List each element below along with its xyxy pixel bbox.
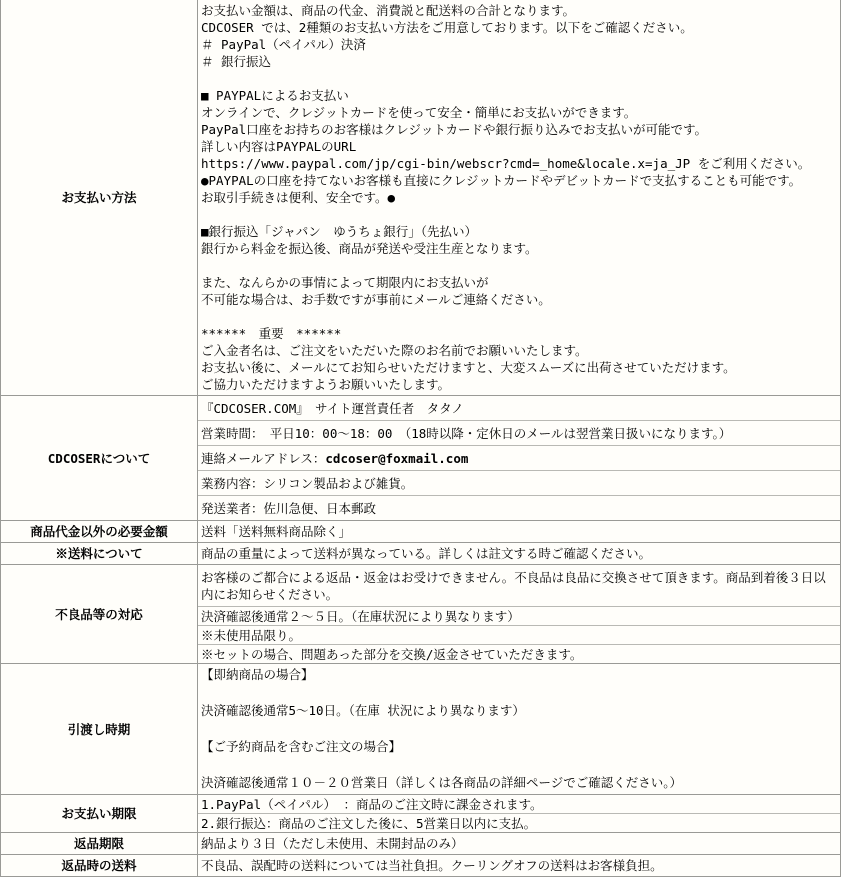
payment-method-label: お支払い方法 — [1, 0, 198, 395]
delivery-preorder-text: 決済確認後通常１０－２０営業日（詳しくは各商品の詳細ページでご確認ください。） — [201, 775, 683, 790]
business-scope-line: 業務内容：シリコン製品および雑貨。 — [198, 471, 840, 496]
blank-line — [201, 206, 837, 223]
text-line: ご協力いただけますようお願いいたします。 — [201, 377, 451, 392]
defective-set-line: ※セットの場合、問題あった部分を交換/返金させていただきます。 — [201, 647, 583, 662]
defective-content — [198, 565, 840, 663]
shipping-note-label: ※送料について — [1, 543, 198, 564]
contact-line — [198, 446, 840, 471]
delivery-preorder-heading: 【ご予約商品を含むご注文の場合】 — [201, 739, 402, 754]
contact-email: cdcoser@foxmail.com — [325, 451, 469, 466]
payment-method-content — [198, 0, 840, 395]
extra-fee-content — [198, 521, 840, 542]
return-period-label: 返品期限 — [1, 833, 198, 854]
bank-transfer-heading: ■銀行振込「ジャパン ゆうちょ銀行」（先払い） — [201, 224, 478, 239]
text-line: お取引手続きは便利、安全です。● — [201, 190, 396, 205]
blank-line — [201, 720, 837, 738]
text-line: ＃ 銀行振込 — [201, 54, 272, 69]
row-about — [1, 396, 840, 521]
payment-deadline-content — [198, 795, 840, 832]
defective-unused-line: ※未使用品限り。 — [198, 626, 840, 645]
text-line: オンラインで、クレジットカードを使って安全・簡単にお支払いができます。 — [201, 105, 637, 120]
row-defective — [1, 565, 840, 664]
defective-processing-line: 決済確認後通常２～５日。（在庫状況により異なります） — [198, 607, 840, 626]
text-line: CDCOSER では、2種類のお支払い方法をご用意しております。以下をご確認ください。 — [201, 20, 693, 35]
important-heading: ****** 重要 ****** — [201, 326, 342, 341]
paypal-url-text: https://www.paypal.com/jp/cgi-bin/webscr?cmd=_home&locale.x=ja_JP をご利用ください。 — [201, 156, 811, 171]
site-owner-line: 『CDCOSER.COM』 サイト運営責任者 タタノ — [198, 396, 840, 421]
blank-line — [201, 684, 837, 702]
paypal-section-heading: ■ PAYPALによるお支払い — [201, 88, 349, 103]
row-return-period — [1, 833, 840, 855]
blank-line — [201, 257, 837, 274]
payment-deadline-label: お支払い期限 — [1, 795, 198, 832]
blank-line — [201, 308, 837, 325]
row-delivery — [1, 664, 840, 795]
return-period-text: 納品より３日（ただし未使用、未開封品のみ） — [201, 836, 464, 851]
about-label: CDCOSERについて — [1, 396, 198, 520]
extra-fee-text: 送料「送料無料商品除く」 — [201, 524, 352, 539]
text-line: 不可能な場合は、お手数ですが事前にメールご連絡ください。 — [201, 292, 551, 307]
delivery-immediate-text: 決済確認後通常5～10日。（在庫 状況により異なります） — [201, 703, 525, 718]
delivery-content — [198, 664, 840, 794]
contact-prefix: 連絡メールアドレス： — [201, 451, 326, 466]
shipping-note-content — [198, 543, 840, 564]
text-line: 詳しい内容はPAYPALのURL — [201, 139, 357, 154]
return-shipping-content — [198, 855, 840, 876]
row-payment-method — [1, 0, 840, 396]
defective-policy-line: お客様のご都合による返品・返金はお受けできません。不良品は良品に交換させて頂きます。商品到着後３日以内にお知らせください。 — [198, 565, 840, 607]
about-content — [198, 396, 840, 520]
text-line: PayPal口座をお持ちのお客様はクレジットカードや銀行振り込みでお支払いが可能です。 — [201, 122, 707, 137]
row-payment-deadline — [1, 795, 840, 833]
text-line: ＃ PayPal（ペイパル）決済 — [201, 37, 366, 52]
deadline-paypal-line: 1.PayPal（ペイパル） ：商品のご注文時に課金されます。 — [198, 795, 840, 814]
return-shipping-text: 不良品、誤配時の送料については当社負担。クーリングオフの送料はお客様負担。 — [201, 858, 663, 873]
text-line: お支払い後に、メールにてお知らせいただけますと、大変スムーズに出荷させていただけます。 — [201, 360, 736, 375]
row-extra-fee — [1, 521, 840, 543]
shipping-carrier-line: 発送業者：佐川急便、日本郵政 — [201, 501, 377, 516]
business-hours-line: 営業時間： 平日10：00～18：00 （18時以降・定休日のメールは翌営業日扱いになります。） — [198, 421, 840, 446]
return-period-content — [198, 833, 840, 854]
text-line: ご入金者名は、ご注文をいただいた際のお名前でお願いいたします。 — [201, 343, 588, 358]
delivery-label: 引渡し時期 — [1, 664, 198, 794]
deadline-bank-line: 2.銀行振込：商品のご注文した後に、5営業日以内に支払。 — [201, 816, 537, 831]
text-line: 銀行から料金を振込後、商品が発送や受注生産となります。 — [201, 241, 538, 256]
row-shipping-note — [1, 543, 840, 565]
shipping-note-text: 商品の重量によって送料が異なっている。詳しくは註文する時ご確認ください。 — [201, 546, 652, 561]
text-line: お支払い金額は、商品の代金、消費説と配送料の合計となります。 — [201, 3, 576, 18]
blank-line — [201, 756, 837, 774]
defective-label: 不良品等の対応 — [1, 565, 198, 663]
return-shipping-label: 返品時の送料 — [1, 855, 198, 876]
text-line: また、なんらかの事情によって期限内にお支払いが — [201, 275, 489, 290]
delivery-immediate-heading: 【即納商品の場合】 — [201, 667, 314, 682]
extra-fee-label: 商品代金以外の必要金額 — [1, 521, 198, 542]
text-line: ●PAYPALの口座を持てないお客様も直接にクレジットカードやデビットカードで支払することも可能です。 — [201, 173, 802, 188]
row-return-shipping — [1, 855, 840, 876]
blank-line — [201, 70, 837, 87]
